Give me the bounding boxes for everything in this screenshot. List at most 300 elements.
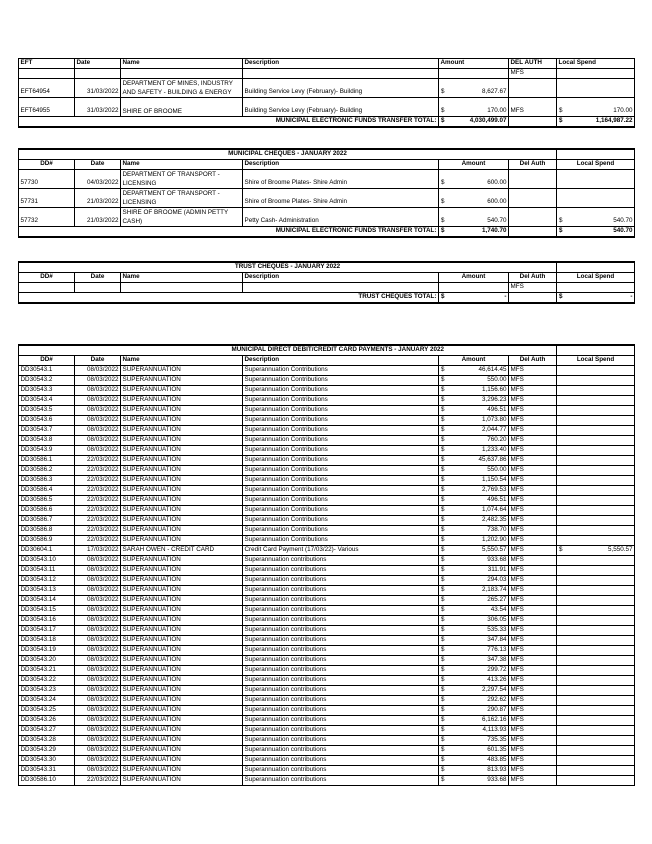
auth-cell: MFS — [509, 686, 557, 696]
date-cell: 08/03/2022 — [75, 596, 121, 606]
local-spend-cell: 170.00 — [613, 107, 633, 115]
name-cell: SUPERANNUATION — [121, 756, 243, 766]
auth-cell: MFS — [509, 736, 557, 746]
amount-cell: 496.51 — [487, 496, 507, 504]
amount-cell: 6,162.16 — [481, 716, 507, 724]
auth-cell: MFS — [509, 446, 557, 456]
trust-col-header: Name — [121, 273, 243, 283]
name-cell: SUPERANNUATION — [121, 456, 243, 466]
auth-cell: MFS — [509, 766, 557, 776]
auth-cell: MFS — [509, 776, 557, 786]
auth-cell: MFS — [509, 396, 557, 406]
currency-symbol: $ — [441, 198, 445, 206]
amount-cell: 1,150.54 — [481, 476, 507, 484]
dd-number: DD30543.28 — [19, 736, 75, 746]
currency-symbol: $ — [441, 576, 445, 584]
table-row — [19, 626, 635, 636]
description-cell: Superannuation Contributions — [243, 436, 439, 446]
description-cell: Superannuation Contributions — [243, 396, 439, 406]
amount-cell: 347.84 — [487, 636, 507, 644]
auth-cell: MFS — [509, 436, 557, 446]
name-line: LICENSING — [122, 180, 157, 187]
name-cell: SUPERANNUATION — [121, 646, 243, 656]
currency-symbol: $ — [441, 566, 445, 574]
currency-symbol: $ — [559, 117, 563, 125]
table-row — [19, 586, 635, 596]
dd-number: DD30543.3 — [19, 386, 75, 396]
direct-col-header: DD# — [19, 356, 75, 366]
date-cell: 08/03/2022 — [75, 626, 121, 636]
date-cell: 22/03/2022 — [75, 496, 121, 506]
date-cell: 17/03/2022 — [75, 546, 121, 556]
table-row — [19, 636, 635, 646]
name-cell: SUPERANNUATION — [121, 706, 243, 716]
date-cell: 08/03/2022 — [75, 666, 121, 676]
amount-cell: 4,113.93 — [482, 726, 507, 734]
eft-number: EFT64955 — [19, 98, 75, 117]
currency-symbol: $ — [441, 456, 445, 464]
date-cell: 08/03/2022 — [75, 706, 121, 716]
eft-header-row — [19, 59, 635, 69]
name-cell: SUPERANNUATION — [121, 516, 243, 526]
amount-cell: 265.27 — [487, 596, 507, 604]
dd-number: DD30543.23 — [19, 686, 75, 696]
date-cell: 08/03/2022 — [75, 686, 121, 696]
description-cell: Superannuation contributions — [243, 586, 439, 596]
amount-cell: 299.72 — [487, 666, 507, 674]
eft-auth: MFS — [509, 69, 557, 79]
name-cell: SUPERANNUATION — [121, 406, 243, 416]
currency-symbol: $ — [559, 107, 563, 115]
description-cell: Superannuation Contributions — [243, 456, 439, 466]
auth-cell: MFS — [509, 656, 557, 666]
direct-title-row — [19, 345, 635, 356]
name-cell: SUPERANNUATION — [121, 666, 243, 676]
date-cell: 08/03/2022 — [75, 366, 121, 376]
description-cell: Superannuation Contributions — [243, 416, 439, 426]
name-cell: SUPERANNUATION — [121, 726, 243, 736]
name-line: SHIRE OF BROOME — [122, 108, 182, 115]
amount-cell: 45,637.86 — [478, 456, 507, 464]
table-row — [19, 756, 635, 766]
direct-debit-table — [18, 344, 635, 786]
auth-cell: MFS — [509, 366, 557, 376]
amount-cell: 483.85 — [487, 756, 507, 764]
table-row — [19, 416, 635, 426]
eft-col-header: Description — [243, 59, 439, 69]
dd-number: DD30543.10 — [19, 556, 75, 566]
direct-col-header: Local Spend — [557, 356, 635, 366]
currency-symbol: $ — [441, 426, 445, 434]
table-row — [19, 396, 635, 406]
table-row — [19, 486, 635, 496]
description-cell: Superannuation contributions — [243, 706, 439, 716]
description-cell: Superannuation Contributions — [243, 376, 439, 386]
currency-symbol: $ — [441, 486, 445, 494]
amount-cell: 2,183.74 — [481, 586, 507, 594]
description-cell: Credit Card Payment (17/03/22)- Various — [243, 546, 439, 556]
currency-symbol: $ — [441, 406, 445, 414]
amount-cell: 2,482.35 — [481, 516, 507, 524]
description-cell: Superannuation Contributions — [243, 536, 439, 546]
dd-number: DD30543.1 — [19, 366, 75, 376]
date-cell: 08/03/2022 — [75, 446, 121, 456]
eft-col-header: Name — [121, 59, 243, 69]
currency-symbol: $ — [441, 736, 445, 744]
date-cell: 31/03/2022 — [75, 79, 121, 98]
cheques-header-row — [19, 160, 635, 170]
table-row — [19, 386, 635, 396]
description-cell: Superannuation Contributions — [243, 446, 439, 456]
trust-total-label: TRUST CHEQUES TOTAL: — [19, 293, 439, 304]
description-cell: Superannuation Contributions — [243, 386, 439, 396]
auth-cell — [509, 170, 557, 189]
trust-total-local: - — [630, 293, 633, 301]
dd-number: DD30586.9 — [19, 536, 75, 546]
trust-col-header: Del Auth — [509, 273, 557, 283]
table-row — [19, 446, 635, 456]
cheques-col-header: Date — [75, 160, 121, 170]
amount-cell: 5,550.57 — [481, 546, 507, 554]
dd-number: DD30543.6 — [19, 416, 75, 426]
name-line: DEPARTMENT OF TRANSPORT - — [122, 171, 220, 178]
table-row — [19, 546, 635, 556]
amount-cell: 933.68 — [487, 556, 507, 564]
currency-symbol: $ — [441, 626, 445, 634]
local-spend-cell: 5,550.57 — [608, 546, 633, 554]
currency-symbol: $ — [441, 546, 445, 554]
date-cell: 08/03/2022 — [75, 606, 121, 616]
dd-number: DD30543.19 — [19, 646, 75, 656]
cheques-total-row — [19, 227, 635, 238]
dd-number: DD30543.18 — [19, 636, 75, 646]
name-cell: SUPERANNUATION — [121, 736, 243, 746]
name-cell: SUPERANNUATION — [121, 416, 243, 426]
amount-cell: 535.33 — [487, 626, 507, 634]
trust-header-row — [19, 273, 635, 283]
date-cell: 08/03/2022 — [75, 716, 121, 726]
dd-number: DD30586.10 — [19, 776, 75, 786]
name-cell: SUPERANNUATION — [121, 746, 243, 756]
amount-cell: 306.05 — [487, 616, 507, 624]
date-cell: 08/03/2022 — [75, 766, 121, 776]
name-cell: SUPERANNUATION — [121, 596, 243, 606]
name-cell: SUPERANNUATION — [121, 376, 243, 386]
dd-number: DD30543.9 — [19, 446, 75, 456]
table-row — [19, 606, 635, 616]
name-line: SHIRE OF BROOME (ADMIN PETTY — [122, 209, 229, 216]
currency-symbol: $ — [441, 776, 445, 784]
dd-number: DD30543.2 — [19, 376, 75, 386]
dd-number: DD30586.8 — [19, 526, 75, 536]
description-cell: Superannuation Contributions — [243, 526, 439, 536]
description-cell: Superannuation contributions — [243, 676, 439, 686]
direct-col-header: Name — [121, 356, 243, 366]
dd-number: DD30543.7 — [19, 426, 75, 436]
currency-symbol: $ — [441, 227, 445, 235]
auth-cell: MFS — [509, 626, 557, 636]
auth-cell: MFS — [509, 98, 557, 117]
eft-total-local: 1,164,987.22 — [595, 117, 633, 125]
name-cell: SUPERANNUATION — [121, 466, 243, 476]
name-cell: SUPERANNUATION — [121, 656, 243, 666]
date-cell: 08/03/2022 — [75, 566, 121, 576]
table-row — [19, 79, 635, 98]
description-cell: Building Service Levy (February)- Building — [243, 79, 439, 98]
amount-cell: 290.87 — [487, 706, 507, 714]
dd-number: DD30586.6 — [19, 506, 75, 516]
auth-cell: MFS — [509, 456, 557, 466]
trust-col-header: Description — [243, 273, 439, 283]
description-cell: Superannuation contributions — [243, 686, 439, 696]
description-cell: Superannuation contributions — [243, 746, 439, 756]
dd-number: DD30543.21 — [19, 666, 75, 676]
name-cell: SUPERANNUATION — [121, 766, 243, 776]
auth-cell: MFS — [509, 376, 557, 386]
name-cell: SUPERANNUATION — [121, 386, 243, 396]
amount-cell: 294.03 — [487, 576, 507, 584]
dd-number: DD30543.24 — [19, 696, 75, 706]
eft-total-row — [19, 117, 635, 128]
cheques-total-local: 540.70 — [613, 227, 633, 235]
description-cell: Superannuation contributions — [243, 696, 439, 706]
currency-symbol: $ — [441, 726, 445, 734]
eft-col-header: Local Spend — [557, 59, 635, 69]
dd-number: DD30586.1 — [19, 456, 75, 466]
cheques-title-row — [19, 149, 635, 160]
amount-cell: 550.00 — [487, 376, 507, 384]
dd-number: DD30543.25 — [19, 706, 75, 716]
table-row — [19, 746, 635, 756]
name-cell: SUPERANNUATION — [121, 636, 243, 646]
name-line: AND SAFETY - BUILDING & ENERGY — [122, 89, 232, 96]
direct-col-header: Description — [243, 356, 439, 366]
trust-total-row — [19, 293, 635, 304]
auth-cell: MFS — [509, 616, 557, 626]
dd-number: DD30586.7 — [19, 516, 75, 526]
name-cell: SUPERANNUATION — [121, 446, 243, 456]
table-row — [19, 656, 635, 666]
date-cell: 08/03/2022 — [75, 746, 121, 756]
auth-cell: MFS — [509, 576, 557, 586]
dd-number: 57730 — [19, 170, 75, 189]
cheques-col-header: Name — [121, 160, 243, 170]
description-cell: Superannuation Contributions — [243, 506, 439, 516]
cheques-col-header: DD# — [19, 160, 75, 170]
currency-symbol: $ — [559, 546, 563, 554]
description-cell: Building Service Levy (February)- Building — [243, 98, 439, 117]
currency-symbol: $ — [441, 586, 445, 594]
name-cell — [121, 98, 243, 117]
trust-col-header: DD# — [19, 273, 75, 283]
eft-col-header: Date — [75, 59, 121, 69]
auth-cell: MFS — [509, 716, 557, 726]
date-cell: 22/03/2022 — [75, 466, 121, 476]
auth-cell: MFS — [509, 756, 557, 766]
name-cell: SUPERANNUATION — [121, 716, 243, 726]
name-cell: SARAH OWEN - CREDIT CARD — [121, 546, 243, 556]
cheques-col-header: Amount — [439, 160, 509, 170]
description-cell: Petty Cash- Administration — [243, 208, 439, 227]
auth-cell: MFS — [509, 466, 557, 476]
eft-total-amount: 4,030,499.07 — [469, 117, 507, 125]
name-cell: SUPERANNUATION — [121, 396, 243, 406]
amount-cell: 813.93 — [487, 766, 507, 774]
dd-number: DD30543.16 — [19, 616, 75, 626]
amount-cell: 292.62 — [487, 696, 507, 704]
description-cell: Superannuation contributions — [243, 596, 439, 606]
auth-cell: MFS — [509, 666, 557, 676]
description-cell: Superannuation contributions — [243, 766, 439, 776]
amount-cell: 550.00 — [487, 466, 507, 474]
description-cell: Superannuation Contributions — [243, 496, 439, 506]
date-cell: 08/03/2022 — [75, 396, 121, 406]
name-cell: SUPERANNUATION — [121, 606, 243, 616]
name-cell: SUPERANNUATION — [121, 486, 243, 496]
auth-cell: MFS — [509, 426, 557, 436]
currency-symbol: $ — [441, 88, 445, 96]
amount-cell: 2,297.54 — [481, 686, 507, 694]
date-cell: 08/03/2022 — [75, 756, 121, 766]
date-cell: 08/03/2022 — [75, 436, 121, 446]
description-cell: Superannuation contributions — [243, 666, 439, 676]
dd-number: DD30543.13 — [19, 586, 75, 596]
name-cell — [121, 170, 243, 189]
dd-number: 57731 — [19, 189, 75, 208]
trust-title-row — [19, 262, 635, 273]
date-cell: 21/03/2022 — [75, 189, 121, 208]
date-cell: 08/03/2022 — [75, 556, 121, 566]
table-row — [19, 526, 635, 536]
name-cell: SUPERANNUATION — [121, 696, 243, 706]
cheques-total-label: MUNICIPAL ELECTRONIC FUNDS TRANSFER TOTAL: — [19, 227, 439, 238]
eft-total-label: MUNICIPAL ELECTRONIC FUNDS TRANSFER TOTAL: — [19, 117, 439, 128]
currency-symbol: $ — [559, 293, 563, 301]
name-cell: SUPERANNUATION — [121, 586, 243, 596]
description-cell: Superannuation contributions — [243, 646, 439, 656]
currency-symbol: $ — [441, 716, 445, 724]
table-row — [19, 69, 635, 79]
dd-number: DD30586.3 — [19, 476, 75, 486]
auth-cell: MFS — [509, 386, 557, 396]
direct-title: MUNICIPAL DIRECT DEBIT/CREDIT CARD PAYMENTS - JANUARY 2022 — [19, 345, 557, 356]
dd-number: DD30543.29 — [19, 746, 75, 756]
name-cell: SUPERANNUATION — [121, 506, 243, 516]
currency-symbol: $ — [441, 179, 445, 187]
currency-symbol: $ — [441, 496, 445, 504]
date-cell: 22/03/2022 — [75, 516, 121, 526]
table-row — [19, 556, 635, 566]
description-cell: Superannuation contributions — [243, 716, 439, 726]
name-cell: SUPERANNUATION — [121, 426, 243, 436]
date-cell: 22/03/2022 — [75, 486, 121, 496]
dd-number: DD30543.26 — [19, 716, 75, 726]
name-cell: SUPERANNUATION — [121, 496, 243, 506]
date-cell: 08/03/2022 — [75, 646, 121, 656]
auth-cell: MFS — [509, 486, 557, 496]
amount-cell: 347.38 — [487, 656, 507, 664]
direct-col-header: Amount — [439, 356, 509, 366]
name-cell: SUPERANNUATION — [121, 616, 243, 626]
currency-symbol: $ — [441, 606, 445, 614]
trust-col-header: Amount — [439, 273, 509, 283]
table-row — [19, 686, 635, 696]
table-row — [19, 536, 635, 546]
name-cell: SUPERANNUATION — [121, 776, 243, 786]
currency-symbol: $ — [441, 616, 445, 624]
eft-number: EFT64954 — [19, 79, 75, 98]
table-row — [19, 516, 635, 526]
amount-cell: 170.00 — [487, 107, 507, 115]
table-row — [19, 676, 635, 686]
currency-symbol: $ — [441, 476, 445, 484]
currency-symbol: $ — [441, 526, 445, 534]
name-cell: SUPERANNUATION — [121, 676, 243, 686]
description-cell: Shire of Broome Plates- Shire Admin — [243, 189, 439, 208]
amount-cell: 738.70 — [487, 526, 507, 534]
table-row — [19, 596, 635, 606]
date-cell: 22/03/2022 — [75, 536, 121, 546]
currency-symbol: $ — [441, 666, 445, 674]
dd-number: DD30543.22 — [19, 676, 75, 686]
dd-number: DD30604.1 — [19, 546, 75, 556]
trust-col-header: Local Spend — [557, 273, 635, 283]
currency-symbol: $ — [441, 556, 445, 564]
auth-cell: MFS — [509, 676, 557, 686]
table-row — [19, 476, 635, 486]
description-cell: Superannuation contributions — [243, 726, 439, 736]
currency-symbol: $ — [441, 636, 445, 644]
eft-table — [18, 58, 635, 128]
dd-number: DD30543.14 — [19, 596, 75, 606]
date-cell: 22/03/2022 — [75, 526, 121, 536]
currency-symbol: $ — [441, 516, 445, 524]
currency-symbol: $ — [441, 436, 445, 444]
amount-cell: 2,769.53 — [481, 486, 507, 494]
trust-auth: MFS — [509, 283, 557, 293]
table-row — [19, 616, 635, 626]
auth-cell: MFS — [509, 566, 557, 576]
currency-symbol: $ — [441, 416, 445, 424]
dd-number: DD30543.30 — [19, 756, 75, 766]
dd-number: DD30543.5 — [19, 406, 75, 416]
amount-cell: 600.00 — [487, 198, 507, 206]
name-line: DEPARTMENT OF MINES, INDUSTRY — [122, 80, 233, 87]
auth-cell: MFS — [509, 526, 557, 536]
table-row — [19, 696, 635, 706]
amount-cell: 776.13 — [487, 646, 507, 654]
dd-number: DD30586.2 — [19, 466, 75, 476]
auth-cell: MFS — [509, 536, 557, 546]
auth-cell: MFS — [509, 476, 557, 486]
eft-col-header: Amount — [439, 59, 509, 69]
date-cell: 08/03/2022 — [75, 676, 121, 686]
description-cell: Superannuation contributions — [243, 626, 439, 636]
local-spend-cell: 540.70 — [613, 217, 633, 225]
name-cell — [121, 189, 243, 208]
table-row — [19, 496, 635, 506]
table-row — [19, 406, 635, 416]
description-cell: Superannuation contributions — [243, 606, 439, 616]
description-cell: Superannuation Contributions — [243, 366, 439, 376]
trust-cheques-table — [18, 261, 635, 304]
description-cell: Superannuation contributions — [243, 756, 439, 766]
currency-symbol: $ — [441, 596, 445, 604]
amount-cell: 1,074.64 — [481, 506, 507, 514]
currency-symbol: $ — [441, 217, 445, 225]
amount-cell: 413.26 — [487, 676, 507, 684]
table-row — [19, 466, 635, 476]
